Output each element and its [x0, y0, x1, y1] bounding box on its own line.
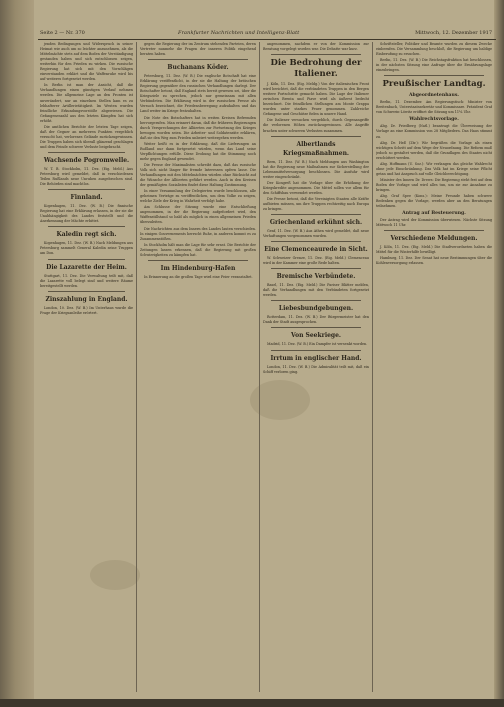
page-edge-right — [494, 0, 504, 707]
article-paragraph: Die amtlichen Berichte der letzten Tage zeigen, daß der Gegner an mehreren Punkten vergeblich versucht hat, verlorenes Gelände zurückzugewinnen. Die Truppen haben sich überall glänzend geschlagen und dem Feinde schwere Verluste beigebracht. — [40, 124, 133, 149]
article-paragraph: Madrid, 11. Dez. (W. B.) Ein Dampfer ist versenkt worden. — [267, 342, 368, 347]
section-divider — [271, 300, 361, 301]
article-headline: Verschiedene Meldungen. — [390, 235, 478, 243]
article-headline: Wachsende Pogromwelle. — [43, 156, 130, 164]
column-rule — [259, 42, 260, 692]
article-paragraph: W. Schweizer Grenze, 11. Dez. (Eig. Meld.) Clemenceau wird in der Kammer eine große Rede halten. — [263, 256, 369, 266]
section-subheading: Wahlrechtsvorlage. — [409, 117, 459, 123]
column-rule — [372, 42, 373, 692]
article-headline: Griechenland erkühnt sich. — [269, 219, 363, 227]
page-header — [38, 27, 496, 40]
article-headline: Finnland. — [70, 194, 103, 202]
article-paragraph: Die Nachrichten aus dem Innern des Landes lauten verschieden. In einigen Gouvernements herrscht Ruhe, in anderen kommt es zu Zusammenstößen. — [140, 226, 256, 241]
masthead-title: Frankfurter Nachrichten und Intelligenz-Blatt — [178, 30, 300, 36]
section-divider — [48, 152, 125, 153]
section-divider — [148, 59, 248, 60]
page-bottom-edge — [0, 699, 504, 707]
section-divider — [271, 54, 361, 55]
article-headline: Liebesbundgebungen. — [278, 305, 354, 313]
article-paragraph: Bern, 11. Dez. (W. B.) Nach Meldungen aus Washington hat die Regierung neue Maßnahmen zur Sicherstellung der Lebensmittelversorgung beschlossen. Die Ausfuhr wird weiter eingeschränkt. — [263, 159, 369, 179]
section-divider — [48, 189, 125, 190]
column-2 — [140, 42, 256, 698]
article-paragraph: Der Antrag wird der Kommission überwiesen. Nächste Sitzung Mittwoch 11 Uhr. — [376, 218, 492, 228]
section-subheading: Abgeordnetenhaus. — [408, 93, 460, 99]
section-divider — [271, 241, 361, 242]
section-divider — [148, 260, 248, 261]
article-paragraph: Weiter heißt es in der Erklärung, daß die Lieferungen an Rußland nur dann fortgesetzt würden, wenn das Land seine Verpflichtungen erfülle. Diese Drohung hat die Stimmung noch mehr gegen England gewendet. — [140, 141, 256, 161]
issue-date: Mittwoch, 12. Dezember 1917 — [415, 30, 492, 36]
article-paragraph: W. T. B. Stockholm, 11. Dez. (Eig. Meld.) Aus Petersburg wird gemeldet, daß in verschiedenen Teilen Rußlands neue Unruhen ausgebrochen sind. Die Behörden sind machtlos. — [40, 166, 133, 187]
article-paragraph: Minister des Innern Dr. Drews: Die Regierung steht fest auf dem Boden der Vorlage und wird alles tun, um sie zur Annahme zu bringen. — [376, 177, 492, 192]
article-paragraph: Schriftsteller, Politiker und Beamte wurden zu diesem Zwecke einberufen. Die Versammlung beschloß, die Regierung um baldige Einberufung zu ersuchen. — [376, 42, 492, 57]
section-divider — [271, 350, 361, 351]
article-paragraph: Genf, 11. Dez. (W. B.) Aus Athen wird gemeldet, daß neue Verhaftungen vorgenommen wurden. — [263, 229, 369, 239]
article-paragraph: Die Italiener versuchen vergeblich, durch Gegenangriffe die verlorenen Höhen zurückzugewinnen. Alle Angriffe brachen unter schweren Verlusten zusammen. — [263, 118, 369, 133]
article-paragraph: Die Presse betont, daß die Vereinigten Staaten alle Kräfte aufbieten müssen, um ihre Truppen rechtzeitig nach Europa zu bringen. — [263, 196, 369, 211]
article-headline: Preußischer Landtag. — [382, 79, 486, 90]
section-divider — [384, 75, 484, 76]
article-paragraph: Die Presse der Maximalisten schreibt dazu, daß das russische Volk sich nicht länger für fremde Interessen opfern lasse. Die Verhandlungen mit den Mittelmächten würden ohne Rücksicht auf die Wünsche der Alliierten geführt werden. Auch in den Kreisen der gemäßigten Sozialisten findet diese Haltung Zustimmung. — [140, 162, 256, 188]
article-paragraph: London, 10. Dez. (W. B.) Im Unterhaus wurde die Frage der Kriegsanleihe erörtert. — [40, 305, 133, 315]
article-paragraph: In Berlin ist man der Ansicht, daß die Verhandlungen einen günstigen Verlauf nehmen werden. Die allgemeine Lage an den Fronten ist unverändert, nur an einzelnen Stellen kam es zu lebhafterer Artillerietätigkeit. Im Westen wurden feindliche Erkundungsvorstöße abgewiesen. Die Gefangenenzahl aus den letzten Kämpfen hat sich erhöht. — [40, 83, 133, 123]
article-paragraph: Abg. Graf Spee (Kons.): Meine Freunde haben schwere Bedenken gegen die Vorlage, werden aber an den Beratungen teilnehmen. — [376, 194, 492, 209]
article-paragraph: In Stockholm hält man die Lage für sehr ernst. Die Berichte der Zeitungen lassen erkennen, daß die Regierung mit großen Schwierigkeiten zu kämpfen hat. — [140, 242, 256, 257]
article-paragraph: J. Köln, 11. Dez. (Eig. Meld.) Die Stadtverordneten haben die Mittel für die Winterhilfe bewilligt. — [376, 245, 492, 255]
column-3 — [263, 42, 369, 698]
article-paragraph: London, 11. Dez. (W. B.) Die Admiralität teilt mit, daß ein Schiff verloren ging. — [263, 364, 369, 374]
article-paragraph: Abg. Dr. Heß (Ztr.): Wir begrüßen die Vorlage als einen wichtigen Schritt auf dem Wege der Neuordnung. Die Reform muß jedoch so gestaltet werden, daß die Grundlagen des Staates nicht erschüttert werden. — [376, 140, 492, 160]
article-headline: Irrtum in englischer Hand. — [270, 354, 362, 362]
article-paragraph: Am Schlusse der Sitzung wurde eine Entschließung angenommen, in der die Regierung aufgefordert wird, den Waffenstillstand so bald als möglich in einen allgemeinen Frieden überzuleiten. — [140, 205, 256, 225]
section-divider — [48, 226, 125, 227]
section-divider — [271, 214, 361, 215]
article-headline: Kaledin regt sich. — [56, 231, 117, 239]
article-headline: Die Bedrohung der Italiener. — [270, 58, 362, 80]
column-rule — [136, 42, 137, 692]
article-paragraph: Stuttgart, 11. Dez. Die Verwaltung teilt mit, daß die Lazarette voll belegt sind und weitere Räume bereitgestellt werden. — [40, 273, 133, 288]
article-paragraph: J. Köln, 11. Dez. (Eig. Meldg.) Von der italienischen Front wird berichtet, daß die verbündeten Truppen in den Bergen weitere Fortschritte gemacht haben. Die Lage der Italiener zwischen Brenta und Piave wird als äußerst bedroht bezeichnet. Die feindlichen Stellungen am Monte Grappa wurden unter starkes Feuer genommen. Zahlreiche Gefangene und Geschütze fielen in unsere Hand. — [263, 82, 369, 117]
section-divider — [271, 136, 361, 137]
article-paragraph: angenommen, nachdem er von der Kommission zur Beratung vorgelegt worden war. Die Debatte war kurz. — [263, 42, 369, 52]
page-number: Seite 2 — Nr. 370 — [40, 30, 85, 36]
article-headline: Buchanans Köder. — [167, 64, 229, 72]
section-divider — [271, 268, 361, 269]
article-paragraph: Basel, 11. Dez. (Eig. Meld.) Die Pariser Blätter melden, daß die Verhandlungen mit den Verbündeten fortgesetzt werden. — [263, 283, 369, 298]
article-paragraph: Petersburg, 11. Dez. (W. B.) Die englische Botschaft hat eine Erklärung veröffentlicht, in der sie die Haltung der britischen Regierung gegenüber den russischen Verhandlungen darlegt. Der Botschafter betont, daß England stets bereit gewesen sei, über die Kriegsziele zu sprechen, jedoch nur gemeinsam mit allen Verbündeten. Die Erklärung wird in der russischen Presse als Versuch bezeichnet, die Friedensbewegung aufzuhalten und das Land weiter im Kriege festzuhalten. — [140, 74, 256, 114]
article-headline: Bremische Verbündete. — [276, 273, 356, 281]
article-paragraph: Der Kongreß hat die Vorlage über die Erhöhung der Kriegskredite angenommen. Die Mittel sollen vor allem für den Schiffsbau verwendet werden. — [263, 180, 369, 195]
article-headline: Von Seekriege. — [290, 332, 342, 340]
article-paragraph: Hamburg, 11. Dez. Der Senat hat neue Bestimmungen über die Kohlenversorgung erlassen. — [376, 256, 492, 266]
article-paragraph: Kopenhagen, 11. Dez. (W. B.) Nach Meldungen aus Petersburg sammelt General Kaledin seine Truppen am Don. — [40, 241, 133, 256]
column-1 — [40, 42, 133, 698]
section-subheading: Antrag auf Besteuerung. — [402, 211, 466, 217]
article-paragraph: Kopenhagen, 11. Dez. (W. B.) Die finnische Regierung hat eine Erklärung erlassen, in der sie die Unabhängigkeit des Landes feststellt und die Anerkennung der Mächte erbittet. — [40, 204, 133, 224]
section-divider — [48, 291, 125, 292]
article-headline: Die Lazarette der Heim. — [46, 263, 127, 271]
article-headline: Im Hindenburg-Hafen — [160, 264, 236, 272]
column-4 — [376, 42, 492, 698]
article-paragraph: Abg. Dr. Friedberg (Natl.) beantragt die Überweisung der Vorlage an eine Kommission von 28 Mitgliedern. Das Haus stimmt zu. — [376, 124, 492, 139]
article-paragraph: Abg. Hoffmann (U. Soz.): Wir verlangen das gleiche Wahlrecht ohne jede Einschränkung. Das Volk hat im Kriege seine Pflicht getan und hat Anspruch auf volle Gleichberechtigung. — [376, 161, 492, 176]
article-headline: Albertlands Kriegsmaßnahmen. — [282, 140, 350, 157]
section-divider — [48, 259, 125, 260]
section-divider — [384, 230, 484, 231]
article-headline: Eine Clemenceaurede in Sicht. — [264, 246, 368, 254]
binding-fold-left — [0, 0, 34, 707]
article-paragraph: Rotterdam, 11. Dez. (W. B.) Der Bürgermeister hat den Dank der Stadt ausgesprochen. — [263, 315, 369, 325]
article-paragraph: gegen die Regierung der im Zentrum stehenden Parteien, deren Vertreter nunmehr die Fragen der inneren Politik eingehend beraten haben. — [140, 42, 256, 57]
article-paragraph: In Erinnerung an die großen Tage wird eine Feier veranstaltet. — [144, 274, 253, 279]
article-paragraph: jenden Bedingungen und Widerspruch in seiner Heimat wie auch um so leichter anzunehmen, als die Mittelmächte stets auf dem Boden der Verständigung gestanden haben und sich entschlossen zeigen, weiterhin für den Frieden zu wirken. Die russische Regierung hat sich mit den Vorschlägen einverstanden erklärt und die Waffenruhe wird bis auf weiteres fortgesetzt werden. — [40, 42, 133, 82]
article-paragraph: Berlin, 11. Dezember. Am Regierungstisch: Minister von Breitenbach, Unterstaatssekretär und Kommissare. Präsident Graf von Schwerin-Löwitz eröffnet die Sitzung um 11¼ Uhr. — [376, 100, 492, 115]
section-divider — [271, 327, 361, 328]
article-headline: Zinszahlung in England. — [45, 295, 128, 303]
article-paragraph: Die Note des Botschafters hat in weiten Kreisen Befremden hervorgerufen. Man erinnert daran, daß die früheren Regierungen durch Versprechungen der Alliierten zur Fortsetzung des Krieges bewogen worden seien. Die Arbeiter- und Soldatenräte erklären, daß sie den Weg zum Frieden unbeirrt weitergehen werden. — [140, 115, 256, 140]
article-paragraph: Berlin, 11. Dez. (W. B.) Die Reichstagsfraktion hat beschlossen, in der nächsten Sitzung eine Anfrage über die Ernährungslage einzubringen. — [376, 58, 492, 73]
article-paragraph: In einer Versammlung der Delegierten wurde beschlossen, alle geheimen Verträge zu veröffentlichen, um dem Volke zu zeigen, welche Ziele der Krieg in Wahrheit verfolgt habe. — [140, 189, 256, 204]
